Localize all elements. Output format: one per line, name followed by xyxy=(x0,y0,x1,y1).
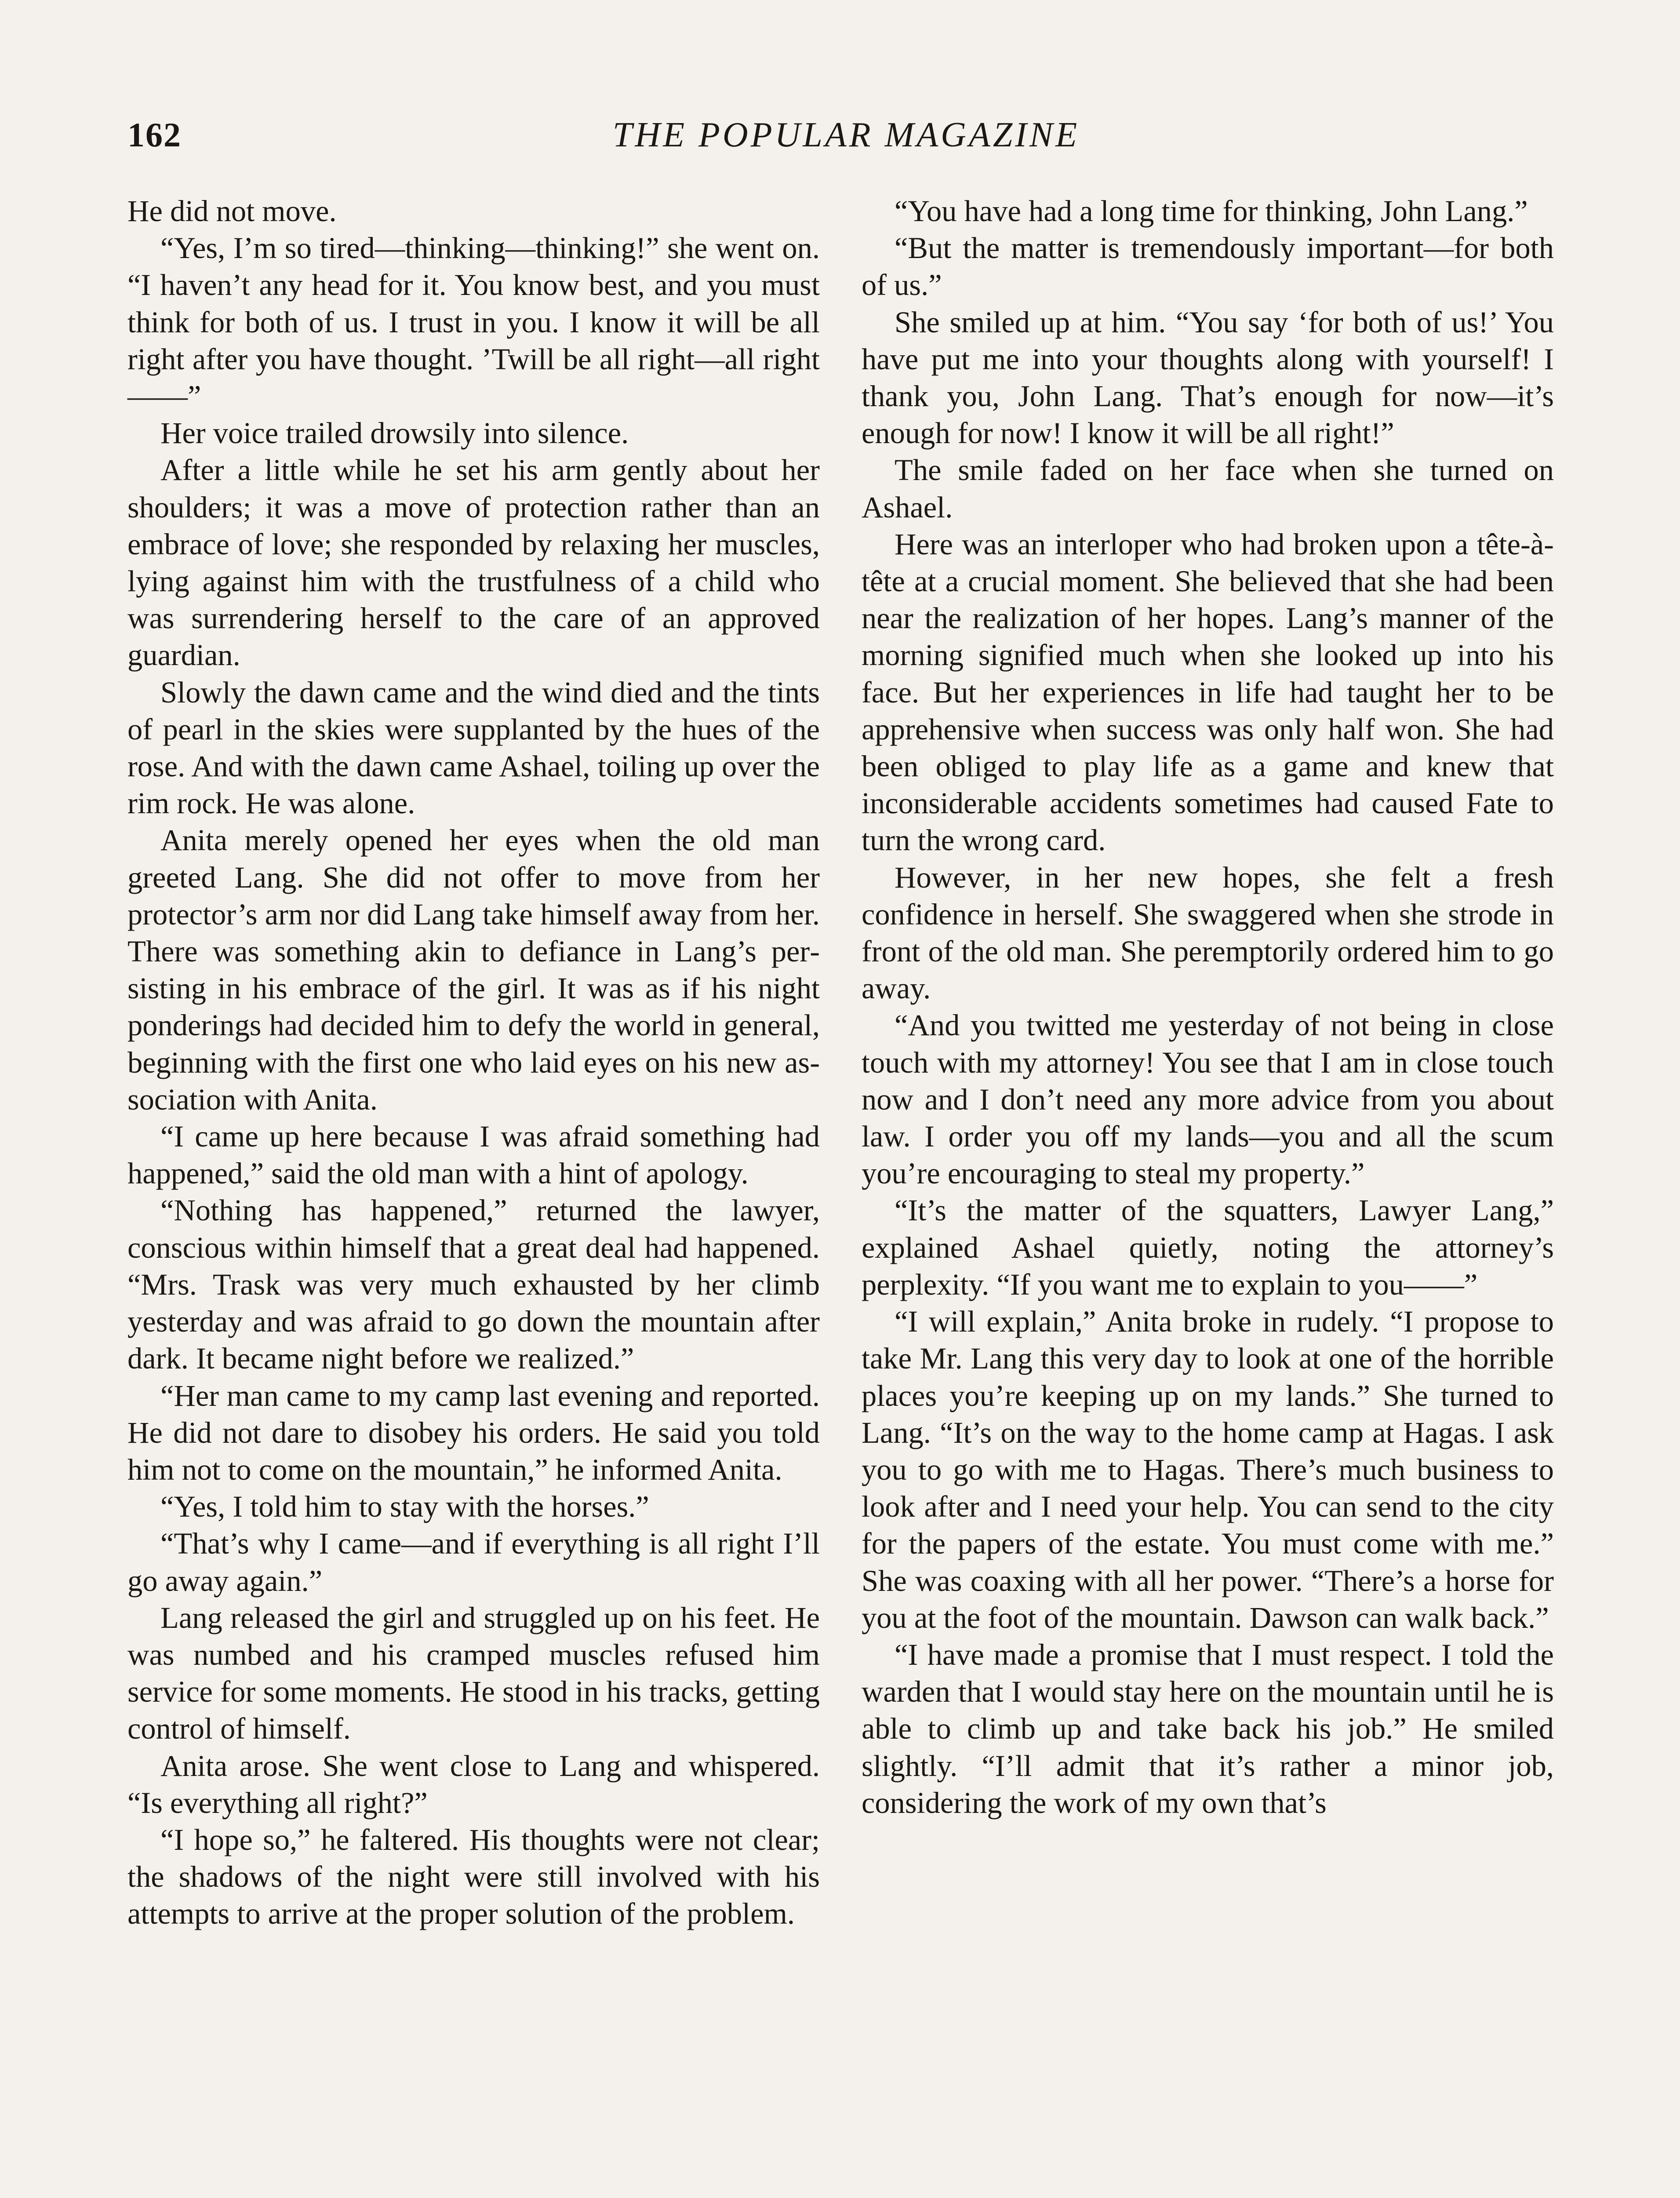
paragraph: “I have made a promise that I must respect. I told the warden that I would stay here on the mountain until he is able to climb up and take back his job.” He smiled slightly. “I’ll admit that it’s rather a minor job, considering the work of my own that’s xyxy=(862,1638,1554,1820)
paragraph: Anita arose. She went close to Lang and whispered. “Is everything all right?” xyxy=(127,1749,820,1820)
paragraph: “I hope so,” he faltered. His thoughts were not clear; the shadows of the night were still involved with his attempts to arrive at the proper solution of the problem. xyxy=(127,1823,820,1931)
right-column xyxy=(862,193,1554,1932)
paragraph: “It’s the matter of the squatters, Lawyer Lang,” explained Ashael quietly, noting the attorney’s perplexity. “If you want me to explain to you——” xyxy=(862,1194,1554,1301)
paragraph: However, in her new hopes, she felt a fresh confidence in herself. She swaggered when she strode in front of the old man. She peremptorily ordered him to go away. xyxy=(862,860,1554,1005)
paragraph: “And you twitted me yesterday of not being in close touch with my attorney! You see that I am in close touch now and I don’t need any more advice from you about law. I order you off my lands—you and all the scum you’re encouraging to steal my property.” xyxy=(862,1008,1554,1190)
paragraph: Her voice trailed drowsily into silence. xyxy=(160,416,629,450)
paragraph: “That’s why I came—and if everything is all right I’ll go away again.” xyxy=(127,1527,820,1598)
paragraph: “Yes, I’m so tired—thinking—thinking!” she went on. “I haven’t any head for it. You know best, and you must think for both of us. I trust in you. I know it will be all right after you have thought. ’Twill be all right—all right——” xyxy=(127,231,820,413)
paragraph: Lang released the girl and struggled up on his feet. He was numbed and his cramped muscles refused him service for some moments. He stood in his tracks, getting control of himself. xyxy=(127,1601,820,1746)
paragraph: Slowly the dawn came and the wind died and the tints of pearl in the skies were supplanted by the hues of the rose. And with the dawn came Ashael, toiling up over the rim rock. He was alone. xyxy=(127,675,820,820)
paragraph: “I came up here because I was afraid something had happened,” said the old man with a hint of apology. xyxy=(127,1120,820,1190)
page-header xyxy=(127,115,1565,168)
text-columns xyxy=(127,193,1554,1932)
paragraph: “I will explain,” Anita broke in rudely. “I propose to take Mr. Lang this very day to look at one of the horrible places you’re keeping up on my lands.” She turned to Lang. “It’s on the way to the home camp at Hagas. I ask you to go with me to Hagas. There’s much business to look after and I need your help. You can send to the city for the papers of the estate. You must come with me.” She was coaxing with all her power. “There’s a horse for you at the foot of the mountain. Dawson can walk back.” xyxy=(862,1305,1554,1634)
paragraph: “Nothing has happened,” returned the lawyer, conscious within himself that a great deal had happened. “Mrs. Trask was very much exhausted by her climb yesterday and was afraid to go down the mountain after dark. It became night before we realized.” xyxy=(127,1194,820,1376)
paragraph: He did not move. xyxy=(127,194,337,228)
paragraph: Anita merely opened her eyes when the old man greeted Lang. She did not offer to move from her protector’s arm nor did Lang take himself away from her. There was something akin to defiance in Lang’s persisting in his embrace of the girl. It was as if his night ponderings had decided him to defy the world in general, beginning with the first one who laid eyes on his new association with Anita. xyxy=(127,823,820,1116)
paragraph: “Yes, I told him to stay with the horses.” xyxy=(160,1490,649,1524)
page-number: 162 xyxy=(127,116,182,154)
paragraph: Here was an interloper who had broken upon a tête-à-tête at a crucial moment. She believed that she had been near the realization of her hopes. Lang’s manner of the morning signified much when she looked up into his face. But her experiences in life had taught her to be apprehensive when success was only half won. She had been obliged to play life as a game and knew that inconsiderable accidents sometimes had caused Fate to turn the wrong card. xyxy=(862,527,1554,857)
left-column xyxy=(127,193,820,1932)
paragraph: “But the matter is tremendously important—for both of us.” xyxy=(862,231,1554,302)
paragraph: The smile faded on her face when she turned on Ashael. xyxy=(862,453,1554,524)
paragraph: After a little while he set his arm gently about her shoulders; it was a move of protection rather than an embrace of love; she responded by relaxing her muscles, lying against him with the trustfulness of a child who was surrendering herself to the care of an approved guardian. xyxy=(127,453,820,672)
paragraph: “You have had a long time for thinking, John Lang.” xyxy=(895,194,1528,228)
paragraph: She smiled up at him. “You say ‘for both of us!’ You have put me into your thoughts along with yourself! I thank you, John Lang. That’s enough for now—it’s enough for now! I know it will be all right!” xyxy=(862,305,1554,450)
paragraph: “Her man came to my camp last evening and reported. He did not dare to disobey his orders. He said you told him not to come on the mountain,” he informed Anita. xyxy=(127,1379,820,1486)
running-head: THE POPULAR MAGAZINE xyxy=(612,116,1080,154)
